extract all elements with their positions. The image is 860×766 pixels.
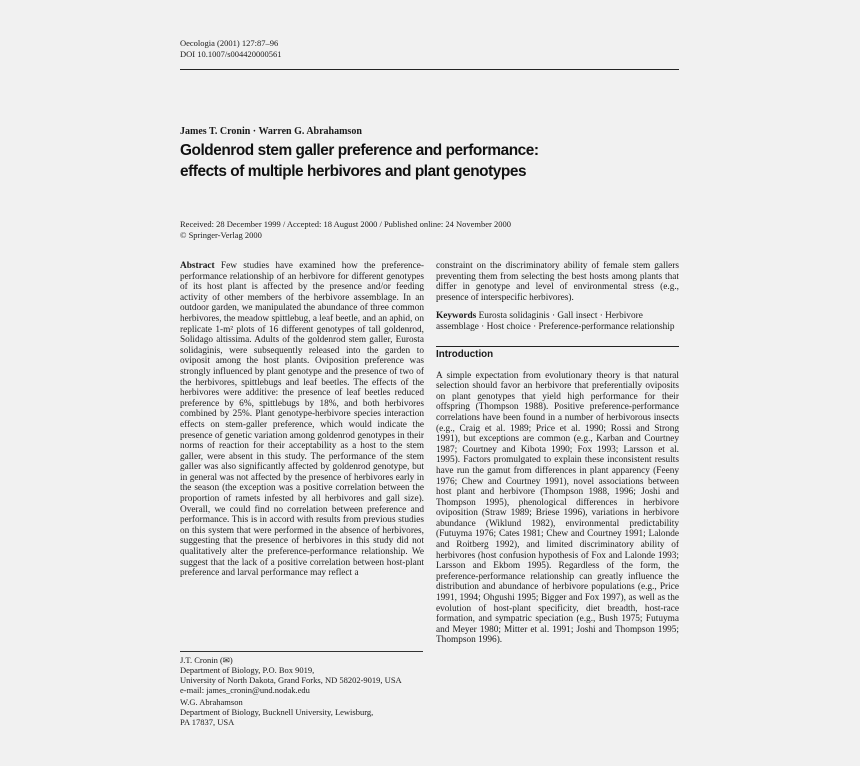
- address2-name: W.G. Abrahamson: [180, 697, 243, 707]
- left-column: [180, 261, 424, 579]
- address1-line2: University of North Dakota, Grand Forks, ND 58202-9019, USA: [180, 675, 402, 685]
- abstract: [180, 261, 424, 579]
- introduction-text: A simple expectation from evolutionary theory is that natural selection should favor an herbivore that preferentially oviposits on plant genotypes that yield high performance for their offspring (Thompson 1988). Positive preference-performance correlations have been found in a number of herbivorous insects (e.g., Craig et al. 1989; Price et al. 1990; Rossi and Strong 1991), but exceptions are common (e.g., Karban and Courtney 1987; Courtney and Kibota 1990; Fox 1993; Larsson et al. 1995). Factors promulgated to explain these inconsistent results have run the gamut from differences in plant apparency (Feeny 1976; Chew and Courtney 1991), novel associations between host plant and herbivore (Thompson 1988, 1996; Joshi and Thompson 1995), phenological differences in herbivore oviposition (Straw 1989; Briese 1996), variations in herbivore abundance (Wiklund 1982), environmental predictability (Futuyma 1976; Cates 1981; Chew and Courtney 1991; Lalonde and Roitberg 1992), and limited discriminatory ability of herbivores (host confusion hypothesis of Fox and Lalonde 1993; Larsson and Ekbom 1995). Regardless of the form, the preference-performance relationship can greatly influence the distribution and abundance of herbivore populations (e.g., Price 1991, 1994; Ohgushi 1995; Bigger and Fox 1997), as well as the evolution of host-plant specificity, diet breadth, host-race formation, and sympatric speciation (e.g., Bush 1975; Futuyma and Meyer 1980; Mitter et al. 1991; Joshi and Thompson 1995; Thompson 1996).: [436, 370, 679, 646]
- journal-citation: Oecologia (2001) 127:87–96: [180, 38, 279, 48]
- journal-header: [180, 38, 282, 60]
- author-address-cronin: [180, 655, 424, 695]
- abstract-text: Few studies have examined how the preference-performance relationship of an herbivore for different genotypes of its host plant is affected by the presence and/or feeding activity of other members of the herbivore assemblage. In an outdoor garden, we manipulated the abundance of three common herbivores, the meadow spittlebug, a leaf beetle, and an aphid, on replicate 1-m² plots of 16 different genotypes of tall goldenrod, Solidago altissima. Adults of the goldenrod stem galler, Eurosta solidaginis, were subsequently released into the garden to oviposit among the host plants. Oviposition preference was strongly influenced by plant genotype and the presence of two of the herbivores, spittlebugs and leaf beetles. The effects of the herbivores were additive: the presence of leaf beetles reduced preference by 6%, spittlebugs by 18%, and both herbivores combined by 25%. Plant genotype-herbivore species interaction effects on stem-galler preference, which would indicate the presence of genetic variation among goldenrod genotypes in their norms of reaction for their acceptability as a host to the stem galler, were absent in this study. The performance of the stem galler was also significantly affected by goldenrod genotype, but in general was not affected by the presence of herbivores early in the season (the exception was a positive correlation between the proportion of ramets infested by all herbivores and gall size). Overall, we could find no correlation between preference and performance. This is in accord with results from previous studies on this system that were performed in the absence of herbivores, suggesting that the presence of herbivores in this study did not qualitatively alter the preference-performance relationship. We suggest that the lack of a positive correlation between host-plant preference and larval performance may reflect a: [180, 261, 424, 579]
- address2-line1: Department of Biology, Bucknell University, Lewisburg,: [180, 707, 374, 717]
- keywords-text: Eurosta solidaginis · Gall insect · Herbivore assemblage · Host choice · Preference-performance relationship: [436, 311, 675, 332]
- keywords: [436, 311, 679, 332]
- doi: DOI 10.1007/s004420000561: [180, 49, 282, 59]
- address-rule: [180, 651, 423, 652]
- address1-line1: Department of Biology, P.O. Box 9019,: [180, 665, 315, 675]
- author-address-abrahamson: [180, 697, 424, 727]
- copyright: © Springer-Verlag 2000: [180, 230, 262, 240]
- introduction-heading: Introduction: [436, 348, 494, 360]
- article-title: [180, 140, 650, 182]
- address1-email[interactable]: e-mail: james_cronin@und.nodak.edu: [180, 685, 310, 695]
- abstract-label: Abstract: [180, 261, 215, 271]
- title-line-1: Goldenrod stem galler preference and performance:: [180, 142, 539, 159]
- abstract-continuation: constraint on the discriminatory ability of female stem gallers preventing them from selecting the best hosts among plants that differ in genotype and level of environmental stress (e.g., presence of interspecific herbivores).: [436, 261, 679, 303]
- received-dates: Received: 28 December 1999 / Accepted: 18 August 2000 / Published online: 24 November 2000: [180, 219, 511, 229]
- keywords-label: Keywords: [436, 311, 477, 322]
- right-column: [436, 261, 679, 646]
- address2-line2: PA 17837, USA: [180, 717, 235, 727]
- authors: James T. Cronin · Warren G. Abrahamson: [180, 126, 362, 137]
- title-line-2: effects of multiple herbivores and plant genotypes: [180, 163, 527, 180]
- header-rule: [180, 69, 679, 70]
- address1-name: J.T. Cronin (✉): [180, 655, 233, 665]
- section-rule: [436, 346, 679, 347]
- publication-dates: [180, 219, 511, 241]
